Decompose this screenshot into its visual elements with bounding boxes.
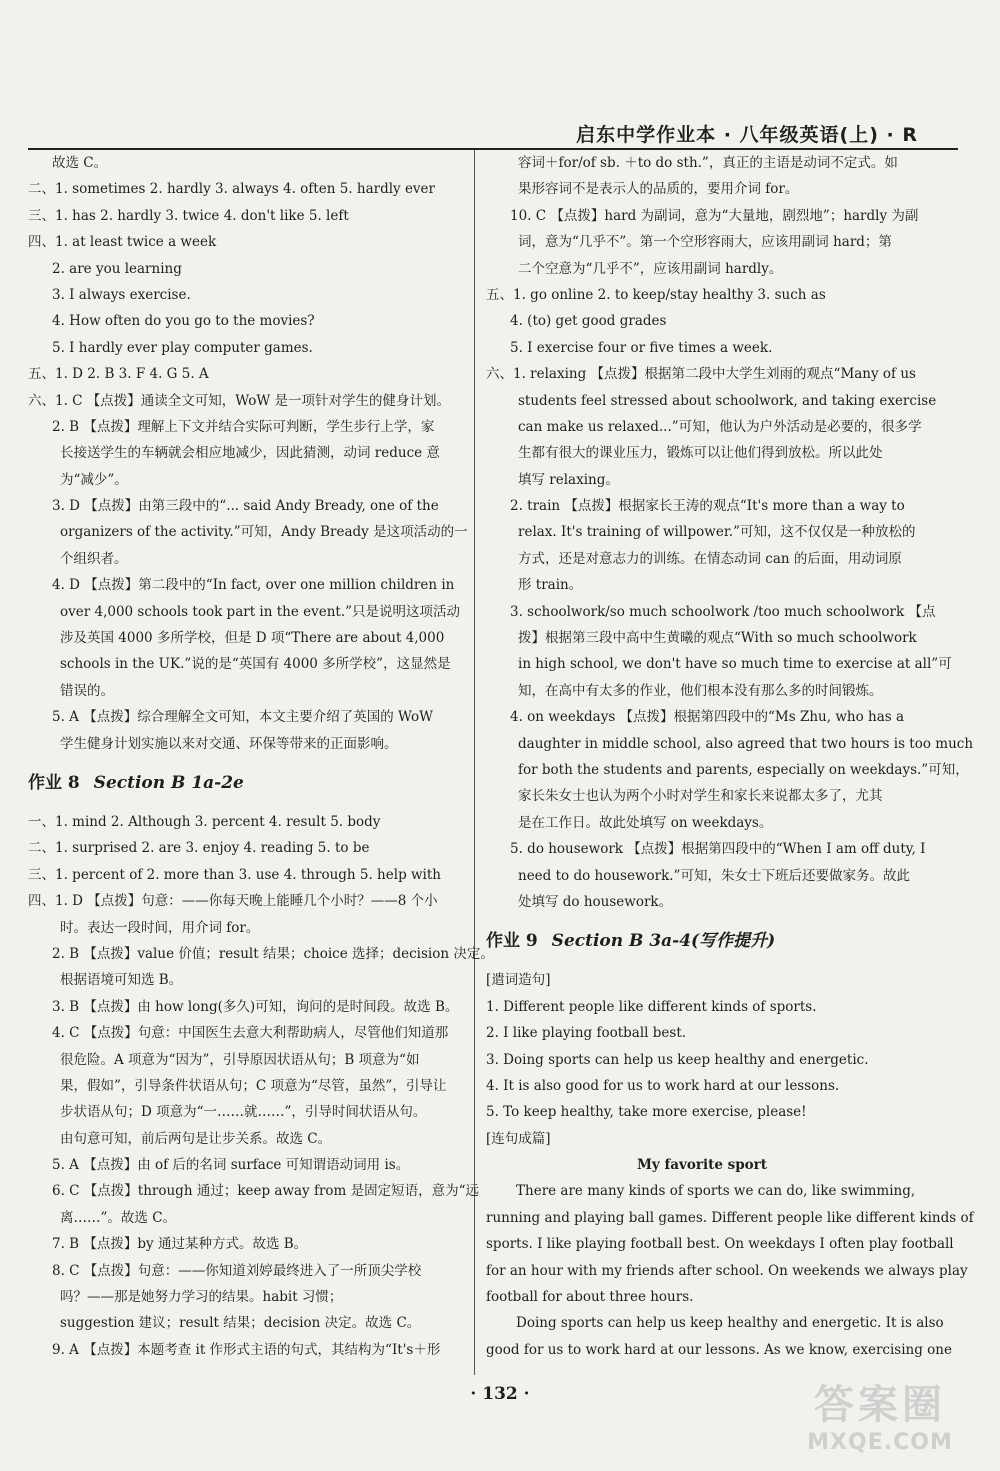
answer-line: 4. How often do you go to the movies?	[52, 313, 315, 330]
answer-line: 5. do housework 【点拨】根据第四段中的“When I am off duty, I	[510, 841, 926, 858]
answer-line: [遣词造句]	[486, 972, 551, 989]
answer-line: 4. (to) get good grades	[510, 313, 667, 330]
answer-line: 6. C 【点拨】through 通过；keep away from 是固定短语，意为“远	[52, 1183, 480, 1200]
answer-line: There are many kinds of sports we can do, like swimming,	[516, 1183, 916, 1200]
right-column	[486, 150, 974, 1363]
answer-line: 果形容词不是表示人的品质的，要用介词 for。	[518, 181, 799, 198]
answer-line: 5. A 【点拨】综合理解全文可知，本文主要介绍了英国的 WoW	[52, 709, 433, 726]
answer-line: 知，在高中有太多的作业，他们根本没有那么多的时间锻炼。	[518, 682, 883, 699]
answer-line: 家长朱女士也认为两个小时对学生和家长来说都太多了，尤其	[518, 788, 883, 805]
answer-line: 4. D 【点拨】第二段中的“In fact, over one million children in	[52, 577, 455, 594]
answer-line: 3. B 【点拨】由 how long(多久)可知，询问的是时间段。故选 B。	[52, 998, 459, 1015]
answer-line: organizers of the activity.”可知，Andy Bready 是这项活动的一	[60, 524, 468, 541]
left-column	[28, 150, 494, 1363]
answer-line: students feel stressed about schoolwork, and taking exercise	[518, 392, 937, 409]
answer-line: 拨】根据第三段中高中生黄曦的观点“With so much schoolwork	[518, 630, 917, 647]
answer-line: 果，假如”，引导条件状语从句；C 项意为“尽管，虽然”，引导让	[60, 1077, 447, 1094]
answer-line: 8. C 【点拨】句意：——你知道刘婷最终进入了一所顶尖学校	[52, 1262, 422, 1279]
answer-line: 二、1. sometimes 2. hardly 3. always 4. often 5. hardly ever	[28, 181, 436, 198]
answer-line: 四、1. D 【点拨】句意：——你每天晚上能睡几个小时？——8 个小	[28, 893, 438, 910]
answer-line: 错误的。	[60, 682, 114, 699]
section-8-label: 作业 8	[28, 772, 80, 793]
section-8-heading	[28, 763, 468, 803]
answer-line: 是在工作日。故此处填写 on weekdays。	[518, 814, 773, 831]
answer-line: 学生健身计划实施以来对交通、环保等带来的正面影响。	[60, 735, 398, 752]
section-9-label: 作业 9	[486, 931, 538, 952]
answer-line: in high school, we don't have so much time to exercise at all”可	[518, 656, 952, 673]
answer-line: 2. B 【点拨】理解上下文并结合实际可判断，学生步行上学，家	[52, 418, 435, 435]
answer-line: 3. I always exercise.	[52, 286, 191, 303]
answer-line: 4. It is also good for us to work hard at our lessons.	[486, 1077, 840, 1094]
answer-line: can make us relaxed...”可知，他认为户外活动是必要的，很多学	[518, 418, 922, 435]
answer-line: 长接送学生的车辆就会相应地减少，因此猜测，动词 reduce 意	[60, 445, 440, 462]
section-9-heading	[486, 921, 918, 961]
answer-line: for both the students and parents, especially on weekdays.”可知，	[518, 761, 969, 778]
answer-line: running and playing ball games. Different people like different kinds of	[486, 1209, 974, 1226]
left-answers-part-2	[28, 809, 494, 1363]
answer-line: 10. C 【点拨】hard 为副词，意为“大量地，剧烈地”；hardly 为副	[510, 207, 919, 224]
answer-line: 生都有很大的课业压力，锻炼可以让他们得到放松。所以此处	[518, 445, 883, 462]
answer-line: relax. It's training of willpower.”可知，这不仅仅是一种放松的	[518, 524, 916, 541]
answer-line: 2. B 【点拨】value 价值；result 结果；choice 选择；decision 决定。	[52, 945, 494, 962]
answer-line: 由句意可知，前后两句是让步关系。故选 C。	[60, 1130, 332, 1147]
answer-line: 步状语从句；D 项意为“一……就……”，引导时间状语从句。	[60, 1104, 427, 1121]
answer-line: 5. I exercise four or five times a week.	[510, 339, 773, 356]
answer-line: 涉及英国 4000 多所学校，但是 D 项“There are about 4,000	[60, 630, 445, 647]
answer-line: schools in the UK.”说的是“英国有 4000 多所学校”，这显然是	[60, 656, 451, 673]
answer-line: daughter in middle school, also agreed that two hours is too much	[518, 735, 974, 752]
watermark-logo	[790, 1373, 970, 1457]
section-8-title: Section B 1a-2e	[93, 772, 244, 793]
watermark-text-cn: 答案圈	[814, 1382, 946, 1428]
answer-line: 3. D 【点拨】由第三段中的“... said Andy Bready, one of the	[52, 498, 439, 515]
answer-line: 离……”。故选 C。	[60, 1209, 177, 1226]
answer-line: good for us to work hard at our lessons. As we know, exercising one	[486, 1341, 952, 1358]
left-answers-part-1	[28, 150, 468, 757]
answer-line: 形 train。	[518, 577, 583, 594]
answer-line: 故选 C。	[52, 155, 108, 171]
page-header	[28, 118, 958, 150]
answer-line: 4. on weekdays 【点拨】根据第四段中的“Ms Zhu, who has a	[510, 709, 905, 726]
answer-line: 个组织者。	[60, 550, 128, 567]
answer-line: 二、1. surprised 2. are 3. enjoy 4. reading 5. to be	[28, 840, 370, 857]
answer-line: 3. schoolwork/so much schoolwork /too much schoolwork 【点	[510, 603, 936, 620]
answer-line: 五、1. go online 2. to keep/stay healthy 3. such as	[486, 286, 826, 303]
answer-line: 5. I hardly ever play computer games.	[52, 339, 313, 356]
answer-line: 为“减少”。	[60, 471, 128, 488]
answer-line: 1. Different people like different kinds of sports.	[486, 998, 817, 1015]
answer-line: 一、1. mind 2. Although 3. percent 4. result 5. body	[28, 813, 381, 830]
answer-line: My favorite sport	[636, 1157, 768, 1174]
answer-line: 吗？——那是她努力学习的结果。habit 习惯；	[60, 1289, 343, 1306]
answer-line: 2. train 【点拨】根据家长王涛的观点“It's more than a way to	[510, 498, 905, 515]
book-title: 启东中学作业本 · 八年级英语(上) · R	[576, 124, 918, 146]
answer-line: sports. I like playing football best. On weekdays I often play football	[486, 1236, 954, 1253]
answer-line: 2. I like playing football best.	[486, 1025, 687, 1042]
answer-line: football for about three hours.	[486, 1289, 694, 1306]
answer-line: 2. are you learning	[52, 260, 182, 277]
answer-line: 五、1. D 2. B 3. F 4. G 5. A	[28, 366, 209, 383]
section-9-title: Section B 3a-4(写作提升)	[551, 931, 776, 952]
answer-line: 词，意为“几乎不”。第一个空形容雨大，应该用副词 hard；第	[518, 234, 892, 251]
answer-line: 7. B 【点拨】by 通过某种方式。故选 B。	[52, 1236, 308, 1253]
answer-line: need to do housework.”可知，朱女士下班后还要做家务。故此	[518, 867, 910, 884]
answer-line: [连句成篇]	[486, 1130, 551, 1147]
answer-line: 三、1. has 2. hardly 3. twice 4. don't like 5. left	[28, 207, 349, 224]
answer-line: 根据语境可知选 B。	[60, 972, 183, 989]
answer-line: 时。表达一段时间，用介词 for。	[60, 919, 260, 936]
answer-line: 填写 relaxing。	[518, 471, 619, 488]
watermark-text-url: MXQE.COM	[807, 1430, 953, 1455]
answer-line: 5. A 【点拨】由 of 后的名词 surface 可知谓语动词用 is。	[52, 1157, 410, 1174]
answer-line: over 4,000 schools took part in the event.”只是说明这项活动	[60, 603, 461, 620]
answer-line: 容词＋for/of sb. ＋to do sth.”，真正的主语是动词不定式。如	[518, 155, 898, 171]
answer-line: suggestion 建议；result 结果；decision 决定。故选 C。	[60, 1315, 421, 1332]
answer-line: 处填写 do housework。	[518, 893, 673, 910]
answer-line: 二个空意为“几乎不”，应该用副词 hardly。	[518, 260, 783, 277]
answer-line: 很危险。A 项意为“因为”，引导原因状语从句；B 项意为“如	[60, 1051, 420, 1068]
answer-line: 5. To keep healthy, take more exercise, please!	[486, 1104, 807, 1121]
answer-line: 9. A 【点拨】本题考查 it 作形式主语的句式，其结构为“It's＋形	[52, 1341, 441, 1358]
right-answers-part-1	[486, 150, 974, 915]
answer-line: 3. Doing sports can help us keep healthy and energetic.	[486, 1051, 869, 1068]
answer-line: Doing sports can help us keep healthy and energetic. It is also	[516, 1315, 944, 1332]
answer-line: for an hour with my friends after school. On weekends we always play	[486, 1262, 968, 1279]
answer-line: 六、1. relaxing 【点拨】根据第二段中大学生刘雨的观点“Many of us	[486, 366, 916, 383]
page-number: · 132 ·	[470, 1384, 530, 1404]
answer-line: 方式，还是对意志力的训练。在情态动词 can 的后面，用动词原	[518, 550, 902, 567]
answer-line: 四、1. at least twice a week	[28, 234, 217, 251]
answer-line: 六、1. C 【点拨】通读全文可知，WoW 是一项针对学生的健身计划。	[28, 392, 451, 409]
answer-line: 三、1. percent of 2. more than 3. use 4. through 5. help with	[28, 866, 441, 883]
answer-line: 4. C 【点拨】句意：中国医生去意大利帮助病人，尽管他们知道那	[52, 1025, 449, 1042]
right-answers-part-2	[486, 967, 974, 1363]
